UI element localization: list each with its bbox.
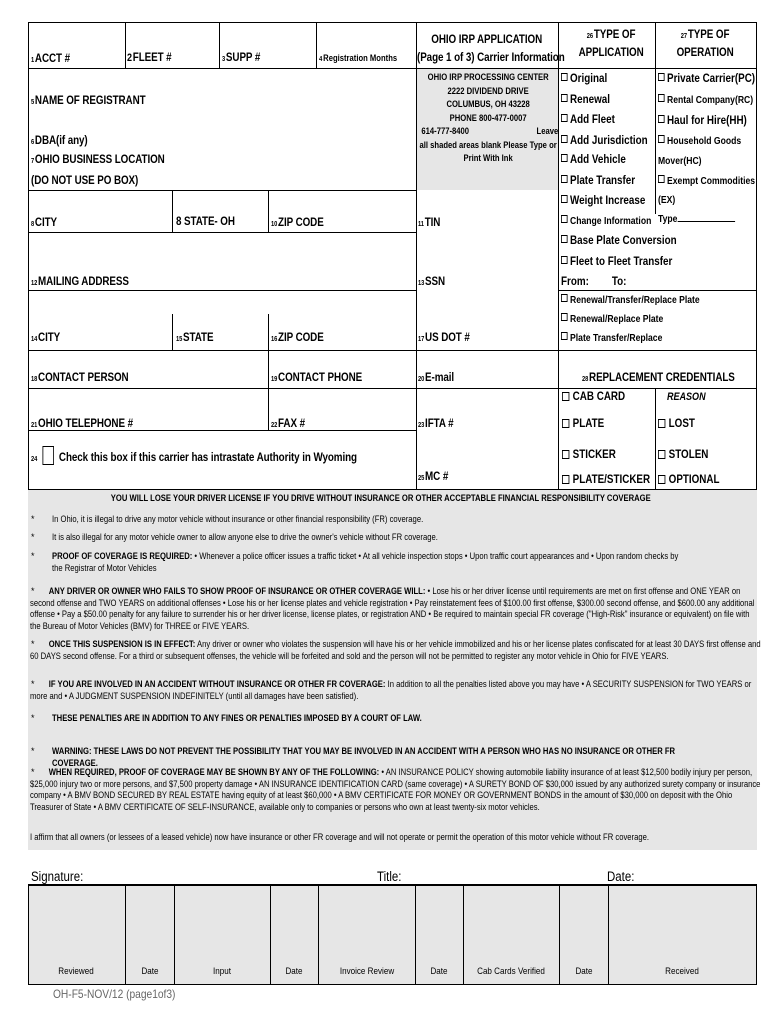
form-id: OH-F5-NOV/12 (page1of3) (53, 987, 176, 1001)
title-label: Title: (377, 869, 402, 884)
app-type-fleet-to-fleet[interactable]: Fleet to Fleet Transfer (561, 254, 672, 268)
ifta-label: 23IFTA # (418, 416, 454, 430)
us-dot-label: 17US DOT # (418, 330, 470, 344)
office-date-3: Date (430, 966, 448, 977)
insurance-p2: It is also illegal for any motor vehicle owner to allow anyone else to drive the owner's vehicle without FR coverage. (52, 532, 438, 542)
app-type-add-jurisdiction[interactable]: Add Jurisdiction (561, 133, 648, 147)
zip-code-label: 10ZIP CODE (271, 215, 324, 229)
reason-lost[interactable]: LOST (658, 416, 695, 430)
insurance-p8: WARNING: THESE LAWS DO NOT PREVENT THE POSSIBILITY THAT YOU MAY BE INVOLVED IN AN ACCIDENT WITH A PERSON WHO HAS NO INSURANCE OR OTHER FR COVERAGE. (52, 746, 676, 768)
insurance-p1: In Ohio, it is illegal to drive any motor vehicle without insurance or other financial responsibility (FR) coverage. (52, 514, 424, 524)
business-location-label: 7OHIO BUSINESS LOCATION (31, 152, 165, 166)
mailing-city-label: 14CITY (31, 330, 61, 344)
reg-months-label: 4Registration Months (319, 53, 398, 63)
city-label: 8CITY (31, 215, 58, 229)
wyoming-authority-row: 24 Check this box if this carrier has intrastate Authority in Wyoming (31, 446, 357, 465)
op-type-exempt-commodities[interactable]: Exempt Commodities (658, 175, 755, 187)
contact-person-label: 18CONTACT PERSON (31, 370, 129, 384)
replace-cab-card[interactable]: CAB CARD (562, 389, 625, 403)
office-received: Received (665, 966, 699, 977)
app-type-add-vehicle[interactable]: Add Vehicle (561, 152, 626, 166)
mailing-address-label: 12MAILING ADDRESS (31, 274, 129, 288)
fleet-label: 2FLEET # (127, 50, 172, 64)
processing-center-info: OHIO IRP PROCESSING CENTER 2222 DIVIDEND DRIVE COLUMBUS, OH 43228 PHONE 800-477-0007 614-777-8400 Leave all shaded areas blank Please Type or Print With Ink (419, 72, 559, 163)
signature-label: Signature: (31, 869, 84, 884)
replace-plate-sticker[interactable]: PLATE/STICKER (562, 472, 650, 486)
app-type-plate-transfer-replace[interactable]: Plate Transfer/Replace (561, 332, 662, 344)
app-type-renewal-transfer-replace[interactable]: Renewal/Transfer/Replace Plate (561, 294, 700, 306)
insurance-p9: WHEN REQUIRED, PROOF OF COVERAGE MAY BE SHOWN BY ANY OF THE FOLLOWING: • AN INSURANCE POLICY showing automobile liability insurance of at least $12,500 bodily injury per person, $25,000 injury two or more persons, and $7,500 property damage • AN INSURANCE IDENTIFICATION CARD (same coverage) • A SURETY BOND OF $30,000 issued by any authorized surety company or insurance company • A BMV BOND SECURED BY REAL ESTATE having equity of at least $60,000 • A BMV CERTIFICATE FOR MONEY OR GOVERNMENT BONDS in the amount of $30,000 on deposit with the Ohio Treasurer of State • A BMV CERTIFICATE OF SELF-INSURANCE, available only to companies or persons who own at least twenty-six motor vehicles. (30, 767, 761, 812)
wyoming-checkbox[interactable] (42, 446, 53, 465)
office-date-1: Date (141, 966, 159, 977)
op-type-rental-company[interactable]: Rental Company(RC) (658, 94, 753, 106)
reason-stolen[interactable]: STOLEN (658, 447, 708, 461)
office-reviewed: Reviewed (58, 966, 94, 977)
no-po-box-label: (DO NOT USE PO BOX) (31, 173, 139, 187)
op-type-ex: (EX) (658, 194, 676, 206)
reason-optional[interactable]: OPTIONAL (658, 472, 720, 486)
dba-label: 6DBA(if any) (31, 133, 88, 147)
replace-plate[interactable]: PLATE (562, 416, 604, 430)
office-cab-cards-verified: Cab Cards Verified (477, 966, 545, 977)
supp-label: 3SUPP # (222, 50, 261, 64)
op-type-household-mover: Mover(HC) (658, 155, 702, 167)
replacement-credentials-heading: 28REPLACEMENT CREDENTIALS (582, 370, 735, 384)
insurance-heading: YOU WILL LOSE YOUR DRIVER LICENSE IF YOU DRIVE WITHOUT INSURANCE OR OTHER ACCEPTABLE FINANCIAL RESPONSIBILITY COVERAGE (110, 493, 651, 503)
mailing-state-label: 15STATE (176, 330, 214, 344)
contact-phone-label: 19CONTACT PHONE (271, 370, 363, 384)
date-label: Date: (607, 869, 635, 884)
app-type-plate-transfer[interactable]: Plate Transfer (561, 173, 635, 187)
email-label: 20E-mail (418, 370, 455, 384)
op-type-household-goods[interactable]: Household Goods (658, 135, 741, 147)
office-input: Input (213, 966, 231, 977)
tin-label: 11TIN (418, 215, 441, 229)
insurance-p4: ANY DRIVER OR OWNER WHO FAILS TO SHOW PROOF OF INSURANCE OR OTHER COVERAGE WILL: • Lose his or her driver license until requirements are met on first offense and ONE YEAR on second offense and TWO YEARS on additional offenses • Lose his or her license plates and vehicle registration • Pay reinstatement fees of $100.00 first offense, $300.00 second offense, and $600.00 any additional offense • Pay a $50.00 penalty for any failure to surrender his or her driver license, license plates, or registration AND • Be required to maintain special FR coverage ("High-Risk" insurance or equivalent) on file with the Bureau of Motor Vehicles (BMV) for THREE or FIVE YEARS. (30, 586, 755, 631)
ohio-telephone-label: 21OHIO TELEPHONE # (31, 416, 133, 430)
state-oh-label: 8 STATE- OH (176, 214, 235, 228)
app-type-base-plate-conversion[interactable]: Base Plate Conversion (561, 233, 677, 247)
office-invoice-review: Invoice Review (339, 966, 395, 977)
app-type-add-fleet[interactable]: Add Fleet (561, 112, 615, 126)
app-type-renewal-replace[interactable]: Renewal/Replace Plate (561, 313, 663, 325)
op-type-type-field[interactable]: Type (658, 213, 735, 225)
insurance-p6: IF YOU ARE INVOLVED IN AN ACCIDENT WITHOUT INSURANCE OR OTHER FR COVERAGE: In addition to all the penalties listed above you may have • A SECURITY SUSPENSION for TWO YEARS or more and • A JUDGMENT SUSPENSION INDEFINITELY (until all damages have been satisfied). (30, 679, 752, 701)
insurance-p5: ONCE THIS SUSPENSION IS IN EFFECT: Any driver or owner who violates the suspension will have his or her vehicle immobilized and his or her license plates confiscated for at least 30 DAYS first offense and 60 DAYS second offense. For a third or subsequent offenses, the vehicle will be forfeited and sold and the person will not be permitted to register any motor vehicle in Ohio for FIVE YEARS. (30, 639, 761, 661)
op-type-private-carrier[interactable]: Private Carrier(PC) (658, 71, 755, 85)
office-date-4: Date (575, 966, 593, 977)
fleet-from-to: From: To: (561, 274, 627, 288)
mailing-zip-label: 16ZIP CODE (271, 330, 324, 344)
type-of-operation-heading: 27TYPE OF OPERATION (676, 27, 734, 59)
fax-label: 22FAX # (271, 416, 305, 430)
mc-label: 25MC # (418, 469, 449, 483)
office-date-2: Date (285, 966, 303, 977)
insurance-p7: THESE PENALTIES ARE IN ADDITION TO ANY FINES OR PENALTIES IMPOSED BY A COURT OF LAW. (52, 713, 422, 723)
app-type-original[interactable]: Original (561, 71, 607, 85)
replace-sticker[interactable]: STICKER (562, 447, 616, 461)
insurance-p3: PROOF OF COVERAGE IS REQUIRED: • Whenever a police officer issues a traffic ticket • At all vehicle inspection stops • Upon traffic court appearances and • Upon random checks by the Registrar of Motor Vehicles (52, 551, 679, 573)
app-type-renewal[interactable]: Renewal (561, 92, 610, 106)
insurance-affirmation: I affirm that all owners (or lessees of a leased vehicle) now have insurance or other FR coverage and will not operate or permit the operation of this motor vehicle without FR coverage. (30, 832, 649, 842)
op-type-haul-for-hire[interactable]: Haul for Hire(HH) (658, 113, 747, 127)
app-title: OHIO IRP APPLICATION (Page 1 of 3) Carrier Information (417, 32, 565, 64)
acct-label: 1ACCT # (31, 51, 70, 65)
ssn-label: 13SSN (418, 274, 446, 288)
app-type-weight-increase[interactable]: Weight Increase (561, 193, 645, 207)
type-of-application-heading: 26TYPE OF APPLICATION (578, 27, 644, 59)
name-of-registrant-label: 5NAME OF REGISTRANT (31, 93, 146, 107)
app-type-change-information[interactable]: Change Information (561, 215, 651, 227)
replacement-reason-label: REASON (667, 391, 706, 403)
